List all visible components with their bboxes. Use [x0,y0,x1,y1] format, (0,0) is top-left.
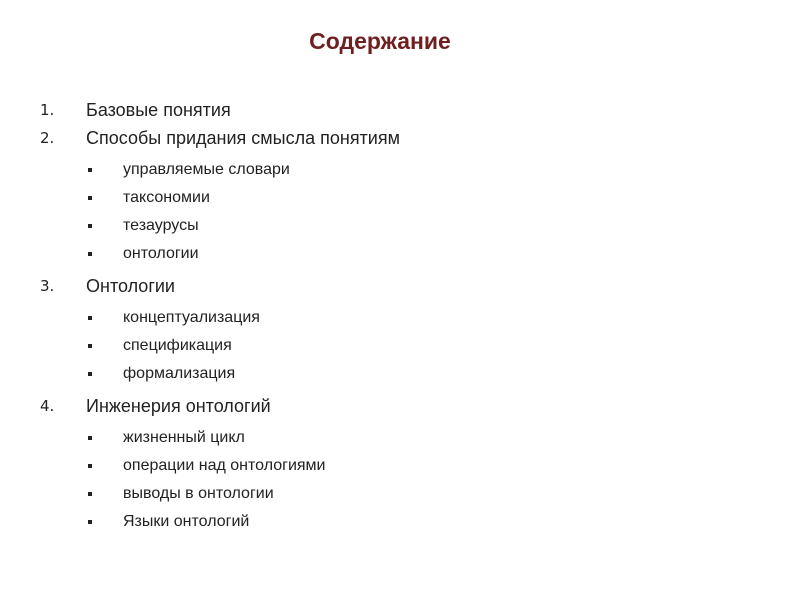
subitem-text: выводы в онтологии [123,485,274,502]
list-item [40,212,740,240]
subitem-text: концептуализация [123,309,260,326]
toc-item-3 [40,272,740,388]
toc-item-4 [40,392,740,536]
square-bullet-icon [88,520,92,524]
toc-item-row [40,272,740,300]
item-number: 2. [40,129,55,147]
item-text: Способы придания смысла понятиям [86,128,400,148]
list-item [40,240,740,268]
subitem-text: таксономии [123,189,210,206]
subitem-text: жизненный цикл [123,429,245,446]
square-bullet-icon [88,436,92,440]
item-text: Онтологии [86,276,175,296]
item-text: Инженерия онтологий [86,396,271,416]
list-item [40,332,740,360]
subitem-text: управляемые словари [123,161,290,178]
square-bullet-icon [88,492,92,496]
subitem-text: формализация [123,365,236,382]
square-bullet-icon [88,196,92,200]
square-bullet-icon [88,316,92,320]
subitem-text: спецификация [123,337,232,354]
item-number: 4. [40,397,55,415]
list-item [40,508,740,536]
subitem-text: онтологии [123,245,199,262]
square-bullet-icon [88,372,92,376]
list-item [40,424,740,452]
square-bullet-icon [88,252,92,256]
toc-item-2 [40,124,740,268]
list-item [40,452,740,480]
subitem-text: тезаурусы [123,217,199,234]
subitem-list [40,424,740,536]
square-bullet-icon [88,464,92,468]
square-bullet-icon [88,224,92,228]
list-item [40,480,740,508]
list-item [40,304,740,332]
square-bullet-icon [88,168,92,172]
toc-item-row [40,124,740,152]
toc-item-1 [40,96,740,124]
item-text: Базовые понятия [86,100,231,120]
list-item [40,156,740,184]
table-of-contents [40,96,740,540]
list-item [40,184,740,212]
toc-item-row [40,392,740,420]
item-number: 1. [40,101,55,119]
item-number: 3. [40,277,55,295]
square-bullet-icon [88,344,92,348]
subitem-list [40,156,740,268]
subitem-text: Языки онтологий [123,513,250,530]
page-title: Содержание [309,28,451,54]
subitem-list [40,304,740,388]
subitem-text: операции над онтологиями [123,457,326,474]
list-item [40,360,740,388]
toc-item-row [40,96,740,124]
